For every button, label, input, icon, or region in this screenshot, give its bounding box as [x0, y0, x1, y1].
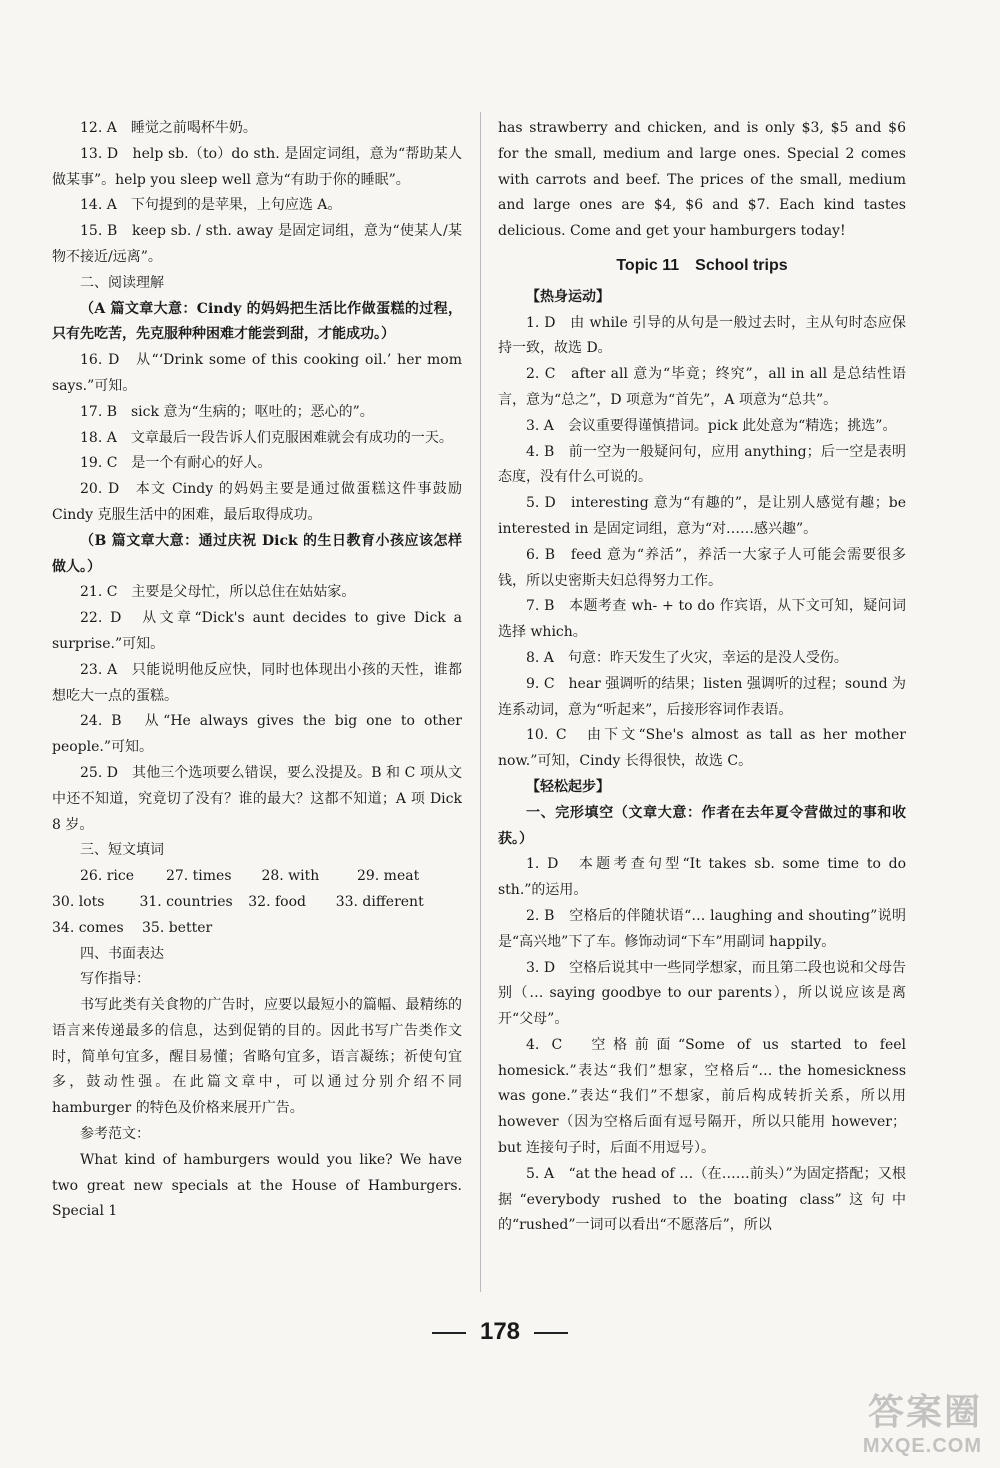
paragraph: 2. B 空格后的伴随状语“… laughing and shouting”说明是“高兴地”下了车。修饰动词“下车”用副词 happily。 — [498, 907, 906, 950]
fill-row — [52, 890, 462, 916]
paragraph: 2. C after all 意为“毕竟；终究”，all in all 是总结性语言，意为“总之”，D 项意为“首先”，A 项意为“总共”。 — [498, 366, 906, 408]
topic-title: Topic 11 School trips — [616, 256, 788, 274]
paragraph: 17. B sick 意为“生病的；呕吐的；恶心的”。 — [80, 403, 374, 420]
paragraph: 【热身运动】 — [526, 288, 610, 305]
paragraph: 四、书面表达 — [80, 945, 164, 962]
paragraph: 10. C 由下文“She's almost as tall as her mother now.”可知，Cindy 长得很快，故选 C。 — [498, 727, 906, 770]
paragraph: 1. D 由 while 引导的从句是一般过去时，主从句时态应保持一致，故选 D。 — [498, 314, 906, 357]
paragraph: 12. A 睡觉之前喝杯牛奶。 — [80, 120, 257, 136]
right-column — [498, 116, 906, 1239]
fill-answer: 35. better — [142, 919, 213, 936]
dash-right — [534, 1332, 568, 1334]
fill-answer: 31. countries — [139, 893, 233, 910]
paragraph: 参考范文： — [80, 1126, 150, 1143]
fill-row — [52, 916, 462, 942]
fill-answer: 32. food — [248, 893, 306, 910]
left-paragraphs — [52, 116, 462, 864]
watermark-logo: 答案圈 — [867, 1391, 982, 1432]
paragraph: 书写此类有关食物的广告时，应要以最短小的篇幅、最精练的语言来传递最多的信息，达到促销的目的。因此书写广告类作文时，简单句宜多，醒目易懂；省略句宜多，语言凝练；祈使句宜多，鼓动性强。在此篇文章中，可以通过分别介绍不同 hamburger 的特色及价格来展开广告。 — [52, 997, 462, 1117]
right-paragraphs — [498, 285, 906, 1239]
fill-answer: 28. with — [261, 868, 320, 885]
paragraph: 4. C 空格前面“Some of us started to feel homesick.”表达“我们”想家，空格后“… the homesickness was gone.”表达“我们”不想家，前后构成转折关系，所以用 however（因为空格后面有逗号隔开，所以只能用 however；but 连接句子时，后面不用逗号）。 — [498, 1036, 906, 1157]
paragraph: 6. B feed 意为“养活”，养活一大家子人可能会需要很多钱，所以史密斯夫妇总得努力工作。 — [498, 546, 906, 589]
paragraph: 19. C 是一个有耐心的好人。 — [80, 455, 272, 472]
paragraph: 24. B 从“He always gives the big one to other people.”可知。 — [52, 713, 462, 756]
paragraph: 8. A 句意：昨天发生了火灾，幸运的是没人受伤。 — [526, 649, 848, 666]
paragraph: 13. D help sb.（to）do sth. 是固定词组，意为“帮助某人做某事”。help you sleep well 意为“有助于你的睡眠”。 — [52, 145, 462, 188]
paragraph: （A 篇文章大意：Cindy 的妈妈把生活比作做蛋糕的过程，只有先吃苦，先克服种种困难才能尝到甜，才能成功。） — [52, 300, 462, 343]
paragraph: 7. B 本题考查 wh- + to do 作宾语，从下文可知，疑问词选择 which。 — [498, 598, 906, 641]
paragraph: 16. D 从“‘Drink some of this cooking oil.’ her mom says.”可知。 — [52, 352, 462, 394]
left-column — [52, 116, 462, 1225]
page-number-row — [0, 1318, 1000, 1346]
paragraph: 3. A 会议重要得谨慎措词。pick 此处意为“精选；挑选”。 — [526, 417, 897, 434]
paragraph: 18. A 文章最后一段告诉人们克服困难就会有成功的一天。 — [80, 429, 453, 446]
paragraph: 23. A 只能说明他反应快，同时也体现出小孩的天性，谁都想吃大一点的蛋糕。 — [52, 661, 462, 704]
right-head-paragraphs — [498, 116, 906, 245]
dash-left — [432, 1332, 466, 1334]
fill-answer: 27. times — [165, 868, 232, 885]
paragraph: 写作指导： — [80, 971, 150, 988]
paragraph: 【轻松起步】 — [526, 778, 610, 795]
paragraph: 5. D interesting 意为“有趣的”，是让别人感觉有趣；be interested in 是固定词组，意为“对……感兴趣”。 — [498, 495, 906, 537]
paragraph: 22. D 从文章“Dick's aunt decides to give Dick a surprise.”可知。 — [52, 610, 462, 652]
page-number: 178 — [479, 1318, 521, 1345]
fill-answer: 34. comes — [52, 919, 124, 936]
paragraph: 14. A 下句提到的是苹果，上句应选 A。 — [80, 197, 342, 214]
paragraph: 20. D 本文 Cindy 的妈妈主要是通过做蛋糕这件事鼓励 Cindy 克服生活中的困难，最后取得成功。 — [52, 481, 462, 523]
paragraph: 5. A “at the head of …（在……前头）”为固定搭配；又根据“everybody rushed to the boating class”这句中的“rushed”一词可以看出“不愿落后”，所以 — [498, 1165, 906, 1234]
paragraph: 一、完形填空（文章大意：作者在去年夏令营做过的事和收获。） — [498, 804, 906, 847]
watermark — [863, 1384, 982, 1458]
fill-in-answers — [52, 864, 462, 941]
watermark-url: MXQE.COM — [862, 1435, 982, 1457]
fill-answer: 30. lots — [52, 893, 105, 910]
column-divider — [480, 112, 481, 1292]
paragraph: 9. C hear 强调听的结果；listen 强调听的过程；sound 为连系动词，意为“听起来”，后接形容词作表语。 — [498, 675, 906, 718]
paragraph: 4. B 前一空为一般疑问句，应用 anything；后一空是表明态度，没有什么可说的。 — [498, 443, 906, 486]
paragraph: 25. D 其他三个选项要么错误，要么没提及。B 和 C 项从文中还不知道，究竟切了没有？谁的最大？这都不知道；A 项 Dick 8 岁。 — [52, 764, 462, 833]
paragraph: 3. D 空格后说其中一些同学想家，而且第二段也说和父母告别（… saying goodbye to our parents），所以说应该是离开“父母”。 — [498, 959, 906, 1028]
paragraph: 1. D 本题考查句型“It takes sb. some time to do sth.”的运用。 — [498, 856, 906, 899]
paragraph: 21. C 主要是父母忙，所以总住在姑姑家。 — [80, 584, 356, 601]
paragraph: 三、短文填词 — [80, 842, 164, 859]
paragraph: 二、阅读理解 — [80, 274, 164, 291]
fill-answer: 33. different — [335, 893, 424, 910]
paragraph: What kind of hamburgers would you like? We have two great new specials at the House of Hamburgers. Special 1 — [52, 1151, 462, 1220]
paragraph: 15. B keep sb. / sth. away 是固定词组，意为“使某人/某物不接近/远离”。 — [52, 223, 462, 265]
left-tail-paragraphs — [52, 942, 462, 1226]
paragraph: has strawberry and chicken, and is only $3, $5 and $6 for the small, medium and large ones. Special 2 comes with carrots and beef. The prices of the small, medium and large ones are $4, $6 and $7. Each kind tastes delicious. Come and get your hamburgers today! — [498, 120, 906, 240]
fill-answer: 26. rice — [80, 868, 135, 885]
fill-row — [52, 864, 462, 890]
fill-answer: 29. meat — [356, 868, 420, 885]
paragraph: （B 篇文章大意：通过庆祝 Dick 的生日教育小孩应该怎样做人。） — [52, 532, 462, 575]
